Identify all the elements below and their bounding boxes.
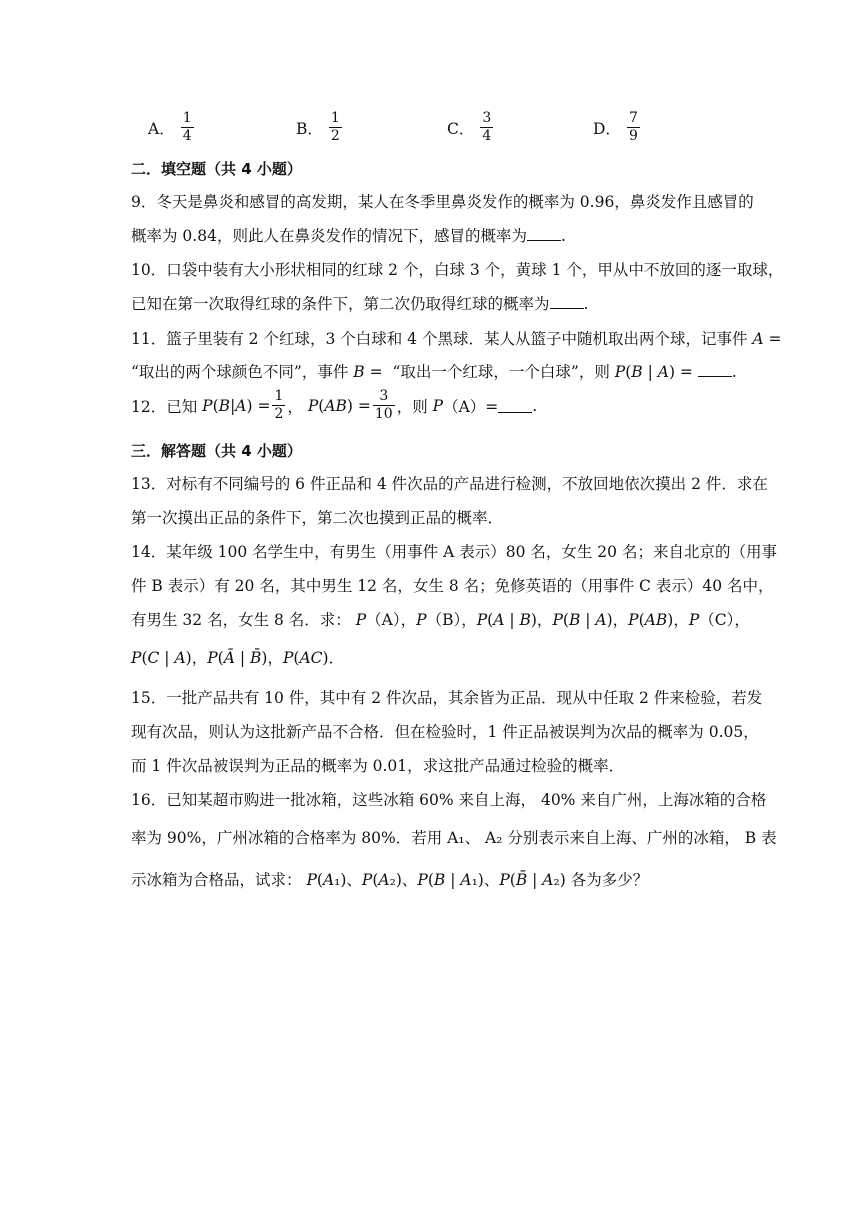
- question-11-line-2: “取出的两个球颜色不同”，事件 B = “取出一个红球，一个白球”，则 P(B | A) = .: [131, 363, 737, 381]
- question-16-line-1: 16．已知某超市购进一批冰箱，这些冰箱 60% 来自上海， 40% 来自广州，上海冰箱的合格: [131, 791, 767, 809]
- question-13-line-1: 13．对标有不同编号的 6 件正品和 4 件次品的产品进行检测，不放回地依次摸出 2 件．求在: [131, 475, 768, 493]
- option-c: C． $\frac{3}{4}$: [447, 110, 492, 144]
- fraction: $\frac{3}{4}$: [482, 110, 492, 144]
- question-10-line-1: 10．口袋中装有大小形状相同的红球 2 个，白球 3 个，黄球 1 个，甲从中不放回的逐一取球，: [131, 261, 784, 279]
- answer-blank: [550, 294, 584, 309]
- question-10-line-2: 已知在第一次取得红球的条件下，第二次仍取得红球的概率为 .: [131, 295, 589, 313]
- question-13-line-2: 第一次摸出正品的条件下，第二次也摸到正品的概率．: [131, 509, 504, 527]
- fraction: $\frac{1}{4}$: [182, 110, 192, 144]
- fraction: $\frac{7}{9}$: [628, 110, 638, 144]
- fraction: $\frac{3}{10}$: [374, 388, 393, 422]
- fraction: $\frac{1}{2}$: [330, 110, 340, 144]
- question-14-line-1: 14．某年级 100 名学生中，有男生（用事件 A 表示）80 名，女生 20 名；来自北京的（用事: [131, 543, 777, 561]
- question-15-line-3: 而 1 件次品被误判为正品的概率为 0.01，求这批产品通过检验的概率．: [131, 757, 625, 775]
- answer-blank: [698, 362, 732, 377]
- option-b: B． $\frac{1}{2}$: [296, 110, 340, 144]
- answer-blank: [527, 226, 561, 241]
- question-9-line-2: 概率为 0.84，则此人在鼻炎发作的情况下，感冒的概率为 .: [131, 227, 566, 245]
- question-14-line-3: 有男生 32 名，女生 8 名．求： P（A），P（B），P(A | B)，P(B | A)，P(AB)，P（C），: [131, 611, 750, 629]
- question-11-line-1: 11．篮子里装有 2 个红球，3 个白球和 4 个黑球．某人从篮子中随机取出两个球，记事件 A =: [131, 330, 782, 348]
- option-a: A． $\frac{1}{4}$: [148, 110, 192, 144]
- section-heading-answer: 三．解答题（共 4 小题）: [131, 442, 302, 460]
- question-14-line-4: P(C | A)，P(Ā | B̄)，P(AC)．: [131, 649, 345, 667]
- answer-blank: [498, 398, 532, 413]
- question-12: 12．已知 P ( B | A ) = $\frac{1}{2}$ ， P ( AB ) = $\frac{3}{10}$ ，则 P （A）= .: [131, 388, 538, 422]
- fraction: $\frac{1}{2}$: [274, 388, 284, 422]
- question-16-line-2: 率为 90%，广州冰箱的合格率为 80%．若用 A₁、 A₂ 分别表示来自上海、广州的冰箱， B 表: [131, 829, 777, 847]
- option-d: D． $\frac{7}{9}$: [593, 110, 638, 144]
- section-heading-fill-in: 二．填空题（共 4 小题）: [131, 160, 302, 178]
- question-9-line-1: 9．冬天是鼻炎和感冒的高发期，某人在冬季里鼻炎发作的概率为 0.96，鼻炎发作且感冒的: [131, 193, 754, 211]
- question-14-line-2: 件 B 表示）有 20 名，其中男生 12 名，女生 8 名；免修英语的（用事件 C 表示）40 名中，: [131, 577, 774, 595]
- question-15-line-1: 15．一批产品共有 10 件，其中有 2 件次品，其余皆为正品．现从中任取 2 件来检验，若发: [131, 689, 763, 707]
- question-15-line-2: 现有次品，则认为这批新产品不合格．但在检验时，1 件正品被误判为次品的概率为 0.05，: [131, 723, 759, 741]
- question-16-line-3: 示冰箱为合格品，试求： P(A₁)、P(A₂)、P(B | A₁)、P(B̄ | A₂) 各为多少？: [131, 871, 649, 889]
